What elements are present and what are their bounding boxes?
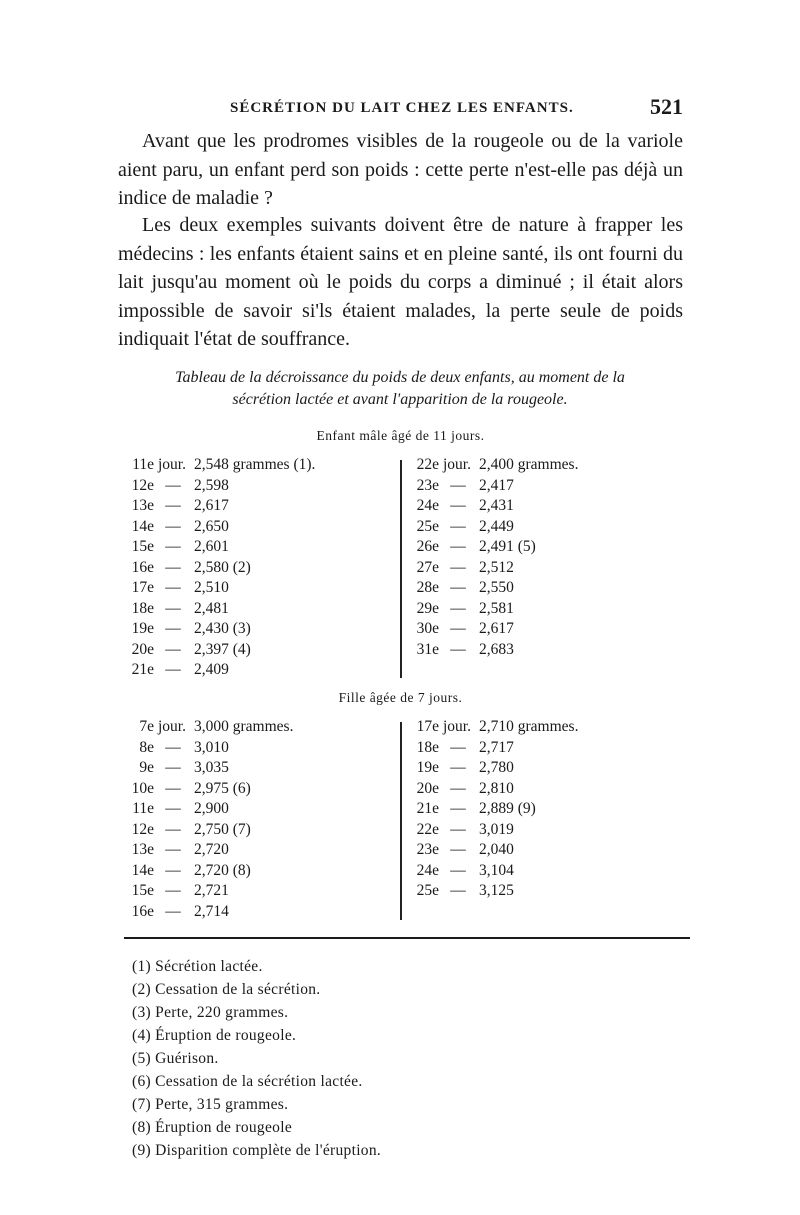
weight-cell: 2,550 xyxy=(479,579,514,596)
weight-cell: 2,617 xyxy=(479,620,514,637)
weight-cell: 2,409 xyxy=(194,661,229,678)
unit-cell: — xyxy=(165,841,181,858)
footnote-5: (5) Guérison. xyxy=(132,1050,219,1067)
table2-divider xyxy=(400,722,402,920)
unit-cell: — xyxy=(165,538,181,555)
day-cell: 12e xyxy=(131,476,154,494)
paragraph-2: Les deux exemples suivants doivent être de nature à frapper les médecins : les enfants étaient sains et en pleine santé, ils ont fourni du lait jusqu'au moment où le poids du corps a diminué ; il était alors impossible de savoir si'ls étaient malades, la perte seule de poids indiquait l'état de souffrance. xyxy=(118,214,683,350)
footnote-4: (4) Éruption de rougeole. xyxy=(132,1027,297,1044)
weight-cell: 2,510 xyxy=(194,579,229,596)
weight-cell: 2,750 (7) xyxy=(194,820,251,838)
day-cell: 13e xyxy=(131,497,154,514)
unit-cell: — xyxy=(165,620,181,637)
weight-cell: 3,010 xyxy=(194,738,229,756)
weight-cell: 2,720 (8) xyxy=(194,861,251,879)
day-cell: 30e xyxy=(416,620,439,637)
unit-cell: — xyxy=(165,476,181,494)
day-cell: 10e xyxy=(131,779,154,797)
weight-cell: 2,400 grammes. xyxy=(479,456,579,473)
footnote-2: (2) Cessation de la sécrétion. xyxy=(132,981,321,998)
day-cell: 24e xyxy=(416,861,439,879)
unit-cell: — xyxy=(450,820,466,838)
weight-cell: 2,397 (4) xyxy=(194,640,251,658)
day-cell: 19e xyxy=(131,620,154,637)
weight-cell: 2,617 xyxy=(194,497,229,514)
unit-cell: jour. xyxy=(443,718,471,735)
weight-cell: 2,430 (3) xyxy=(194,620,251,637)
unit-cell: — xyxy=(165,517,181,535)
unit-cell: — xyxy=(165,497,181,514)
day-cell: 7e xyxy=(139,718,154,735)
day-cell: 25e xyxy=(416,882,439,899)
unit-cell: — xyxy=(165,579,181,596)
unit-cell: — xyxy=(450,861,466,879)
weight-cell: 2,417 xyxy=(479,476,514,494)
day-cell: 15e xyxy=(131,538,154,555)
unit-cell: — xyxy=(165,661,181,678)
caption-line-1: Tableau de la décroissance du poids de deux enfants, au moment de la xyxy=(175,369,625,386)
day-cell: 19e xyxy=(416,759,439,776)
unit-cell: — xyxy=(450,640,466,658)
running-head xyxy=(118,96,683,122)
day-cell: 23e xyxy=(416,841,439,858)
day-cell: 21e xyxy=(131,661,154,678)
weight-cell: 2,491 (5) xyxy=(479,538,536,555)
weight-cell: 2,481 xyxy=(194,599,229,617)
day-cell: 27e xyxy=(416,558,439,576)
day-cell: 24e xyxy=(416,497,439,514)
page-number: 521 xyxy=(650,94,683,119)
unit-cell: — xyxy=(450,800,466,817)
day-cell: 14e xyxy=(131,861,154,879)
unit-cell: — xyxy=(165,558,181,576)
footnote-8: (8) Éruption de rougeole xyxy=(132,1119,292,1136)
weight-cell: 2,975 (6) xyxy=(194,779,251,797)
day-cell: 22e xyxy=(416,456,439,473)
unit-cell: — xyxy=(165,599,181,617)
day-cell: 18e xyxy=(131,599,154,617)
weight-cell: 3,035 xyxy=(194,759,229,776)
day-cell: 17e xyxy=(131,579,154,596)
day-cell: 12e xyxy=(131,820,154,838)
day-cell: 22e xyxy=(416,820,439,838)
weight-cell: 2,650 xyxy=(194,517,229,535)
day-cell: 23e xyxy=(416,476,439,494)
unit-cell: — xyxy=(165,902,181,920)
footnote-9: (9) Disparition complète de l'éruption. xyxy=(132,1142,382,1159)
unit-cell: — xyxy=(165,759,181,776)
caption-line-2: sécrétion lactée et avant l'apparition de la rougeole. xyxy=(232,391,568,408)
day-cell: 15e xyxy=(131,882,154,899)
day-cell: 25e xyxy=(416,517,439,535)
weight-cell: 2,683 xyxy=(479,640,514,658)
unit-cell: — xyxy=(165,861,181,879)
running-head-title: SÉCRÉTION DU LAIT CHEZ LES ENFANTS. xyxy=(230,100,574,116)
day-cell: 11e xyxy=(132,456,154,473)
unit-cell: — xyxy=(165,640,181,658)
weight-cell: 2,780 xyxy=(479,759,514,776)
weight-cell: 2,598 xyxy=(194,476,229,494)
table2-heading: Fille âgée de 7 jours. xyxy=(338,690,463,705)
unit-cell: — xyxy=(450,841,466,858)
paragraph-1: Avant que les prodromes visibles de la rougeole ou de la variole aient paru, un enfant perd son poids : cette perte n'est-elle pas déjà un indice de maladie ? xyxy=(118,130,683,209)
weight-cell: 3,125 xyxy=(479,882,514,899)
unit-cell: — xyxy=(450,538,466,555)
unit-cell: — xyxy=(450,620,466,637)
weight-cell: 2,548 grammes (1). xyxy=(194,456,316,473)
unit-cell: — xyxy=(450,779,466,797)
weight-cell: 2,431 xyxy=(479,497,514,514)
day-cell: 21e xyxy=(416,800,439,817)
footnote-rule xyxy=(124,937,690,939)
weight-cell: 2,512 xyxy=(479,558,514,576)
footnote-1: (1) Sécrétion lactée. xyxy=(132,958,263,975)
weight-cell: 2,449 xyxy=(479,517,514,535)
day-cell: 16e xyxy=(131,902,154,920)
day-cell: 28e xyxy=(416,579,439,596)
unit-cell: — xyxy=(450,738,466,756)
weight-cell: 2,581 xyxy=(479,599,514,617)
unit-cell: — xyxy=(450,558,466,576)
weight-cell: 2,810 xyxy=(479,779,514,797)
day-cell: 17e xyxy=(416,718,439,735)
unit-cell: — xyxy=(450,497,466,514)
table1-heading: Enfant mâle âgé de 11 jours. xyxy=(316,428,485,443)
unit-cell: — xyxy=(450,579,466,596)
unit-cell: jour. xyxy=(443,456,471,473)
unit-cell: — xyxy=(450,599,466,617)
weight-cell: 2,717 xyxy=(479,738,514,756)
unit-cell: — xyxy=(165,779,181,797)
day-cell: 29e xyxy=(416,599,439,617)
table1-divider xyxy=(400,460,402,678)
weight-cell: 2,580 (2) xyxy=(194,558,251,576)
day-cell: 31e xyxy=(416,640,439,658)
day-cell: 14e xyxy=(131,517,154,535)
unit-cell: jour. xyxy=(158,718,186,735)
footnote-3: (3) Perte, 220 grammes. xyxy=(132,1004,289,1021)
weight-cell: 2,889 (9) xyxy=(479,800,536,817)
weight-cell: 2,900 xyxy=(194,800,229,817)
footnotes xyxy=(132,958,381,1165)
weight-cell: 2,601 xyxy=(194,538,229,555)
weight-cell: 2,714 xyxy=(194,902,229,920)
footnote-6: (6) Cessation de la sécrétion lactée. xyxy=(132,1073,363,1090)
footnote-7: (7) Perte, 315 grammes. xyxy=(132,1096,289,1113)
table-caption xyxy=(100,367,700,411)
day-cell: 16e xyxy=(131,558,154,576)
unit-cell: — xyxy=(165,738,181,756)
day-cell: 9e xyxy=(139,759,154,776)
weight-cell: 3,000 grammes. xyxy=(194,718,294,735)
unit-cell: — xyxy=(450,882,466,899)
day-cell: 18e xyxy=(416,738,439,756)
unit-cell: — xyxy=(450,476,466,494)
unit-cell: — xyxy=(165,882,181,899)
day-cell: 11e xyxy=(132,800,154,817)
weight-cell: 3,019 xyxy=(479,820,514,838)
day-cell: 8e xyxy=(139,738,154,756)
weight-cell: 3,104 xyxy=(479,861,514,879)
weight-cell: 2,040 xyxy=(479,841,514,858)
unit-cell: jour. xyxy=(158,456,186,473)
day-cell: 20e xyxy=(131,640,154,658)
weight-cell: 2,721 xyxy=(194,882,229,899)
weight-cell: 2,720 xyxy=(194,841,229,858)
day-cell: 20e xyxy=(416,779,439,797)
unit-cell: — xyxy=(165,800,181,817)
unit-cell: — xyxy=(450,759,466,776)
unit-cell: — xyxy=(165,820,181,838)
day-cell: 26e xyxy=(416,538,439,555)
day-cell: 13e xyxy=(131,841,154,858)
weight-cell: 2,710 grammes. xyxy=(479,718,579,735)
unit-cell: — xyxy=(450,517,466,535)
